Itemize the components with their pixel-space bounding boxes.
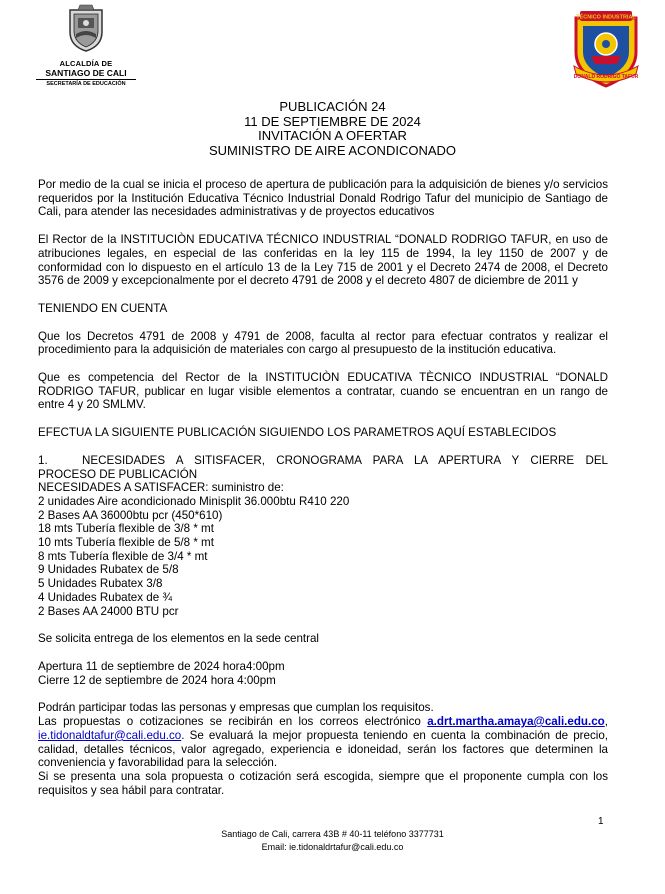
entrega-line: Se solicita entrega de los elementos en la sede central — [38, 632, 319, 646]
document-body — [38, 178, 608, 797]
email-separator: , — [604, 715, 608, 729]
title-publication-number: PUBLICACIÓN 24 — [279, 99, 386, 114]
footer-address: Santiago de Cali, carrera 43B # 40-11 teléfono 3377731 — [221, 829, 444, 839]
list-item: 18 mts Tubería flexible de 3/8 * mt — [38, 522, 214, 536]
section-title-continuation: PROCESO DE PUBLICACIÓN — [38, 467, 198, 481]
list-item: 5 Unidades Rubatex 3/8 — [38, 577, 163, 591]
school-shield-logo — [570, 8, 642, 88]
publication-title — [0, 100, 665, 158]
rector-paragraph: El Rector de la INSTITUCIÒN EDUCATIVA TÉCNICO INDUSTRIAL “DONALD RODRIGO TAFUR, en uso de atribuciones legales, en especial de las conferidas en la ley 115 de 1994, la ley 1150 de 2007 y de conformidad con lo dispuesto en el artículo 13 de la Ley 715 de 2001 y el Decreto 2474 de 2008, el Decreto 3576 de 2009 y excepcionalmente por el decreto 4791 de 2008 y el decreto 4807 de diciembre de 2011 y — [38, 233, 608, 288]
footer-email: Email: ie.tidonaldrtafur@cali.edu.co — [261, 842, 404, 852]
section-title: NECESIDADES A SITISFACER, CRONOGRAMA PARA LA APERTURA Y CIERRE DEL — [82, 453, 608, 467]
shield-top-text: TÉCNICO INDUSTRIAL — [576, 14, 636, 21]
email-link-secondary[interactable]: ie.tidonaldtafur@cali.edu.co — [38, 728, 182, 742]
list-item: 10 mts Tubería flexible de 5/8 * mt — [38, 536, 214, 550]
logo-text-secretaria: SECRETARÍA DE EDUCACIÓN — [46, 81, 126, 87]
school-shield-icon — [570, 8, 642, 88]
title-date: 11 DE SEPTIEMBRE DE 2024 — [244, 113, 421, 129]
alcaldia-logo — [36, 4, 136, 88]
teniendo-heading: TENIENDO EN CUENTA — [38, 301, 168, 315]
section-number: 1. — [38, 453, 48, 467]
logo-text-alcaldia: ALCALDÍA DE — [59, 59, 113, 68]
propuestas-paragraph — [38, 715, 608, 770]
needs-header: NECESIDADES A SATISFACER: suministro de: — [38, 481, 284, 495]
evaluara-text: . Se evaluará la mejor propuesta teniendo en cuenta la combinación de precio, calidad, detalles técnicos, valor agregado, experiencia e idoneidad, serán los factores que determinen la conveniencia y favorabilidad para la selección. — [38, 728, 608, 770]
podran-line: Podrán participar todas las personas y empresas que cumplan los requisitos. — [38, 701, 434, 715]
list-item: 4 Unidades Rubatex de ¾ — [38, 590, 173, 604]
page-footer — [0, 828, 665, 854]
page-number: 1 — [598, 816, 604, 827]
cierre-line: Cierre 12 de septiembre de 2024 hora 4:00pm — [38, 673, 276, 687]
title-invitation: INVITACIÓN A OFERTAR — [258, 128, 407, 143]
sola-paragraph: Si se presenta una sola propuesta o cotización será escogida, siempre que el proponente cumpla con los requisitos y sea hábil para contratar. — [38, 769, 608, 797]
competencia-paragraph: Que es competencia del Rector de la INSTITUCIÒN EDUCATIVA TÈCNICO INDUSTRIAL “DONALD RODRIGO TAFUR, publicar en lugar visible elementos a contratar, cuando se encuentran en un rango de entre 4 y 20 SMLMV. — [38, 371, 608, 412]
list-item: 2 unidades Aire acondicionado Minisplit 36.000btu R410 220 — [38, 494, 350, 508]
list-item: 2 Bases AA 24000 BTU pcr — [38, 604, 179, 618]
logo-text-city: SANTIAGO DE CALI — [36, 68, 136, 80]
list-item: 8 mts Tubería flexible de 3/4 * mt — [38, 549, 208, 563]
propuestas-text: Las propuestas o cotizaciones se recibirán en los correos electrónico — [38, 715, 428, 729]
apertura-line: Apertura 11 de septiembre de 2024 hora4:00pm — [38, 659, 285, 673]
list-item: 2 Bases AA 36000btu pcr (450*610) — [38, 508, 223, 522]
section-heading — [38, 454, 608, 468]
efectua-heading: EFECTUA LA SIGUIENTE PUBLICACIÓN SIGUIENDO LOS PARAMETROS AQUÍ ESTABLECIDOS — [38, 426, 557, 440]
decretos-paragraph: Que los Decretos 4791 de 2008 y 4791 de 2008, faculta al rector para efectuar contratos y realizar el procedimiento para la adquisición de materiales con cargo al presupuesto de la institución educativa. — [38, 329, 608, 357]
shield-bottom-text: DONALD RODRIGO TAFUR — [573, 74, 639, 80]
list-item: 9 Unidades Rubatex de 5/8 — [38, 563, 179, 577]
email-link-primary[interactable]: a.drt.martha.amaya@cali.edu.co — [427, 715, 605, 729]
cali-coat-of-arms-icon — [66, 4, 106, 52]
intro-paragraph: Por medio de la cual se inicia el proceso de apertura de publicación para la adquisición de bienes y/o servicios requeridos por la Institución Educativa Técnico Industrial Donald Rodrigo Tafur del municipio de Santiago de Cali, para atender las necesidades administrativas y de proyectos educativos — [38, 178, 608, 219]
title-subject: SUMINISTRO DE AIRE ACONDICONADO — [208, 142, 457, 158]
